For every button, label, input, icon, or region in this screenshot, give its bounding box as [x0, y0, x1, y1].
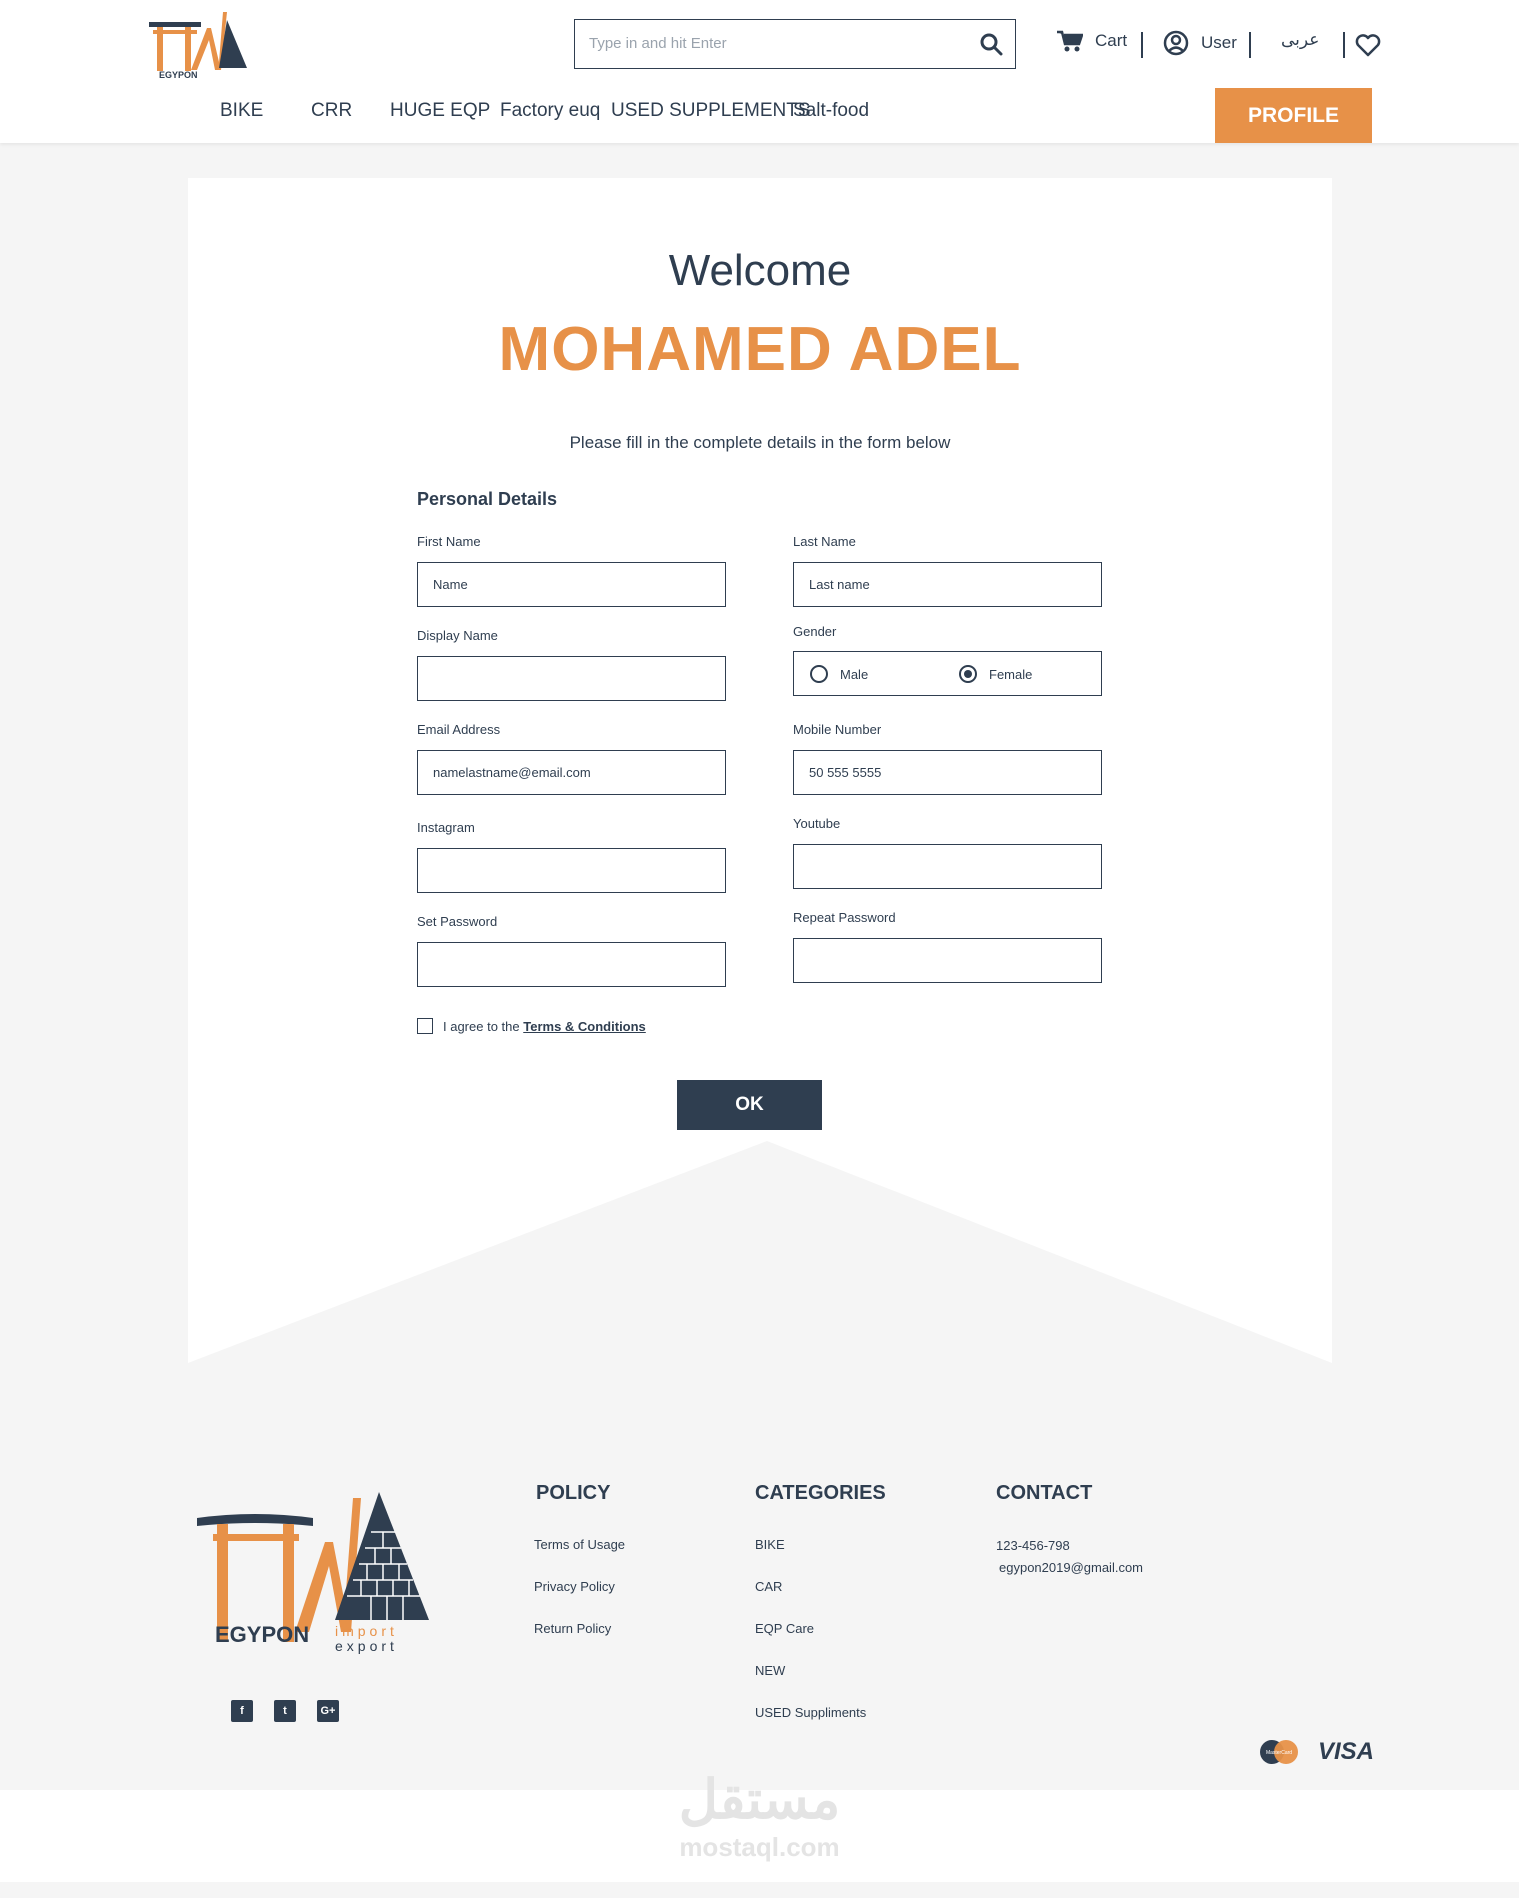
- policy-title: POLICY: [536, 1482, 611, 1504]
- footer-logo[interactable]: [195, 1492, 432, 1655]
- instagram-field: [417, 848, 726, 893]
- email-field: [417, 750, 726, 795]
- svg-text:EGYPON: EGYPON: [215, 1622, 310, 1647]
- section-title: Personal Details: [417, 489, 558, 509]
- gender-radio-male[interactable]: [810, 665, 868, 683]
- email-input[interactable]: [418, 751, 725, 794]
- cart-link[interactable]: [1057, 30, 1127, 52]
- terms-link[interactable]: Terms & Conditions: [523, 1018, 646, 1034]
- welcome-heading: Welcome: [668, 246, 852, 295]
- first-name-input[interactable]: [418, 563, 725, 606]
- radio-male-label: Male: [840, 666, 869, 682]
- cart-label: Cart: [1095, 31, 1128, 50]
- footer-link-bike[interactable]: BIKE: [755, 1537, 785, 1552]
- display-name-label: Display Name: [417, 628, 498, 643]
- instagram-label: Instagram: [417, 820, 475, 835]
- watermark-arabic: مستقل: [678, 1770, 841, 1830]
- radio-female-circle: [959, 665, 977, 683]
- search-box: [574, 19, 1016, 69]
- last-name-label: Last Name: [793, 534, 856, 549]
- language-label: عربى: [1281, 30, 1320, 49]
- repeat-password-field: [793, 938, 1102, 983]
- google-plus-icon[interactable]: G+: [317, 1700, 339, 1722]
- footer-link-terms[interactable]: Terms of Usage: [534, 1537, 626, 1552]
- contact-phone: 123-456-798: [996, 1538, 1070, 1553]
- svg-text:import: import: [335, 1623, 398, 1639]
- footer-link-return[interactable]: Return Policy: [534, 1621, 612, 1636]
- youtube-label: Youtube: [793, 816, 841, 831]
- heart-icon[interactable]: [1355, 33, 1381, 57]
- repeat-password-label: Repeat Password: [793, 910, 896, 925]
- user-icon: [1163, 30, 1189, 56]
- gender-label: Gender: [793, 624, 837, 639]
- language-toggle[interactable]: [1281, 30, 1319, 50]
- user-link[interactable]: [1163, 30, 1237, 56]
- mastercard-icon: [1259, 1739, 1299, 1765]
- repeat-password-input[interactable]: [794, 939, 1101, 982]
- youtube-input[interactable]: [794, 845, 1101, 888]
- email-label: Email Address: [417, 722, 501, 737]
- contact-title: CONTACT: [996, 1482, 1093, 1504]
- first-name-field: [417, 562, 726, 607]
- youtube-field: [793, 844, 1102, 889]
- search-icon[interactable]: [979, 32, 1003, 56]
- twitter-icon[interactable]: t: [274, 1700, 296, 1722]
- header-divider: [1141, 32, 1143, 58]
- display-name-input[interactable]: [418, 657, 725, 700]
- display-name-field: [417, 656, 726, 701]
- mobile-label: Mobile Number: [793, 722, 882, 737]
- mobile-input[interactable]: [794, 751, 1101, 794]
- terms-agreement: [417, 1018, 646, 1034]
- nav-item-bike[interactable]: BIKE: [220, 100, 264, 121]
- nav-item-crr[interactable]: CRR: [311, 100, 353, 121]
- password-input[interactable]: [418, 943, 725, 986]
- form-intro: Please fill in the complete details in the form below: [569, 433, 951, 452]
- footer-link-eqp-care[interactable]: EQP Care: [755, 1621, 815, 1636]
- profile-button[interactable]: PROFILE: [1215, 88, 1372, 143]
- svg-text:MasterCard: MasterCard: [1265, 1750, 1293, 1756]
- cart-icon: [1057, 30, 1083, 52]
- gender-radio-female[interactable]: [959, 665, 1032, 683]
- nav-item-used-supplements[interactable]: USED SUPPLEMENTS: [611, 100, 811, 121]
- nav-item-huge-eqp[interactable]: HUGE EQP: [390, 100, 491, 121]
- contact-email[interactable]: egypon2019@gmail.com: [999, 1560, 1144, 1575]
- last-name-input[interactable]: [794, 563, 1101, 606]
- terms-checkbox[interactable]: [417, 1018, 433, 1034]
- last-name-field: [793, 562, 1102, 607]
- footer-link-privacy[interactable]: Privacy Policy: [534, 1579, 615, 1594]
- registration-card: [188, 178, 1332, 1363]
- password-field: [417, 942, 726, 987]
- instagram-input[interactable]: [418, 849, 725, 892]
- user-name-heading: MOHAMED ADEL: [498, 315, 1022, 384]
- agree-text: I agree to the: [443, 1018, 520, 1034]
- password-label: Set Password: [417, 914, 498, 929]
- facebook-icon[interactable]: f: [231, 1700, 253, 1722]
- radio-female-label: Female: [989, 666, 1033, 682]
- mobile-field: [793, 750, 1102, 795]
- categories-title: CATEGORIES: [755, 1482, 886, 1504]
- ok-button[interactable]: OK: [677, 1080, 822, 1130]
- nav-item-factory-euq[interactable]: Factory euq: [500, 100, 601, 121]
- footer-link-used-suppliments[interactable]: USED Suppliments: [755, 1705, 867, 1720]
- footer-link-car[interactable]: CAR: [755, 1579, 783, 1594]
- search-input[interactable]: [575, 20, 955, 66]
- header-divider: [1343, 32, 1345, 58]
- radio-male-circle: [810, 665, 828, 683]
- user-label: User: [1201, 33, 1237, 52]
- watermark-latin: mostaql.com: [679, 1832, 840, 1862]
- gender-radio-group: [793, 651, 1102, 696]
- svg-text:EGYPON: EGYPON: [159, 70, 198, 80]
- svg-text:export: export: [335, 1638, 398, 1654]
- site-header: [0, 0, 1519, 143]
- footer-link-new[interactable]: NEW: [755, 1663, 786, 1678]
- first-name-label: First Name: [417, 534, 481, 549]
- brand-logo[interactable]: [147, 10, 249, 80]
- header-divider: [1249, 32, 1251, 58]
- visa-icon: VISA: [1318, 1738, 1375, 1765]
- nav-item-salt-food[interactable]: Salt-food: [793, 100, 870, 121]
